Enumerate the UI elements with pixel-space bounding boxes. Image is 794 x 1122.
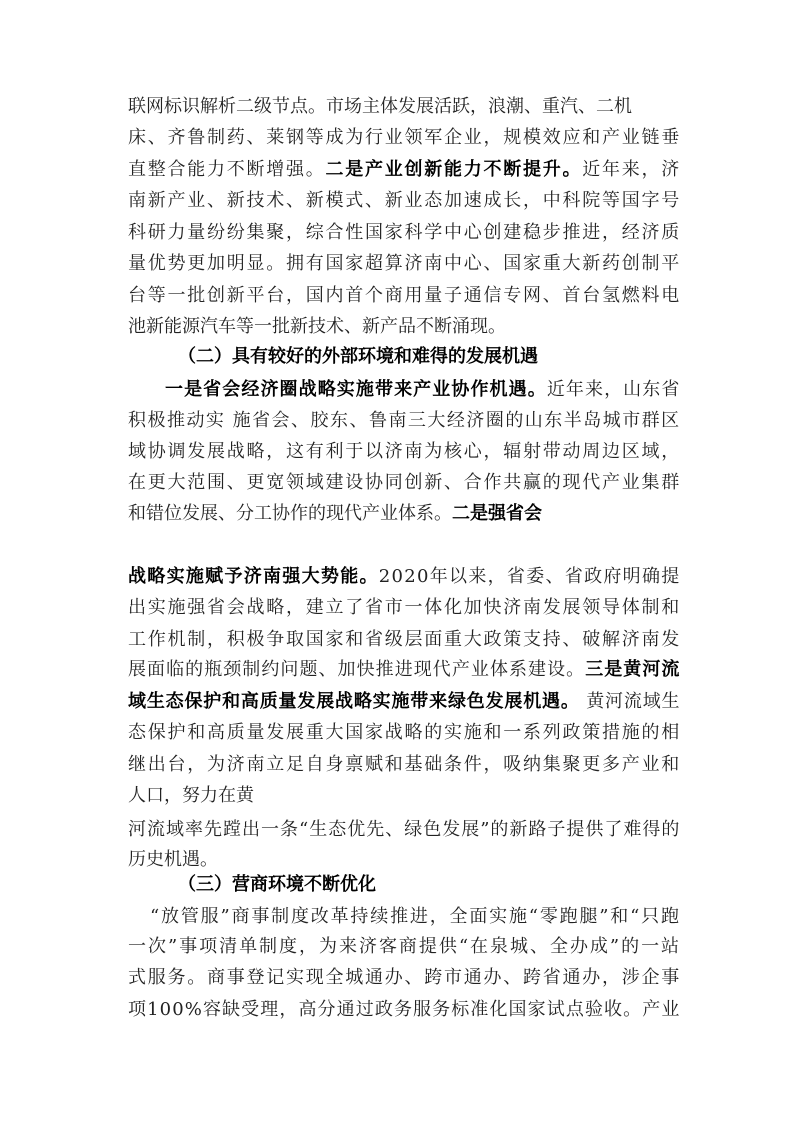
body-text: 一次”事项清单制度，为来济客商提供“在泉城、全办成”的一站 <box>128 936 682 957</box>
body-text: 在更大范围、更宽领域建设协同创新、合作共赢的现代产业集群 <box>128 472 681 493</box>
body-text: 近年来，山东省 <box>546 379 681 400</box>
body-text: 床、齐鲁制药、莱钢等成为行业领军企业，规模效应和产业链垂 <box>128 127 681 148</box>
body-text: 和错位发展、分工协作的现代产业体系。 <box>128 503 452 524</box>
body-text: 积极推动实 施省会、胶东、鲁南三大经济圈的山东半岛城市群区 <box>128 410 681 431</box>
text-line <box>128 94 680 120</box>
text-line <box>165 377 680 403</box>
body-text: 直整合能力不断增强。 <box>128 159 326 180</box>
text-line <box>128 627 680 653</box>
text-line <box>128 283 680 309</box>
body-text: 2020年以来，省委、省政府明确提 <box>378 566 681 587</box>
text-line <box>128 783 680 809</box>
bold-text: 一是省会经济圈战略实施带来产业协作机遇。 <box>165 379 547 400</box>
text-line <box>128 720 680 746</box>
body-text: 出实施强省会战略，建立了省市一体化加快济南发展领导体制和 <box>128 597 681 618</box>
text-line <box>128 657 680 683</box>
text-line <box>128 125 680 151</box>
body-text: 项100%容缺受理，高分通过政务服务标准化国家试点验收。产业 <box>128 999 681 1020</box>
text-line <box>128 595 680 621</box>
bold-text: （二）具有较好的外部环境和难得的发展机遇 <box>178 346 538 367</box>
bold-text: 战略实施赋予济南强大势能。 <box>128 566 379 587</box>
body-text: 态保护和高质量发展重大国家战略的实施和一系列政策措施的相 <box>128 722 681 743</box>
body-text: 式服务。商事登记实现全城通办、跨市通办、跨省通办，涉企事 <box>128 967 681 988</box>
text-line <box>128 997 680 1023</box>
bold-text: 域生态保护和高质量发展战略实施带来绿色发展机遇。 <box>128 691 580 712</box>
section-heading <box>178 872 680 898</box>
text-line <box>128 251 680 277</box>
section-heading <box>178 344 680 370</box>
text-line <box>128 847 680 873</box>
bold-text: 二是产业创新能力不断提升。 <box>325 159 583 180</box>
bold-text: （三）营商环境不断优化 <box>178 874 376 895</box>
bold-text: 二是强省会 <box>452 503 542 524</box>
body-text: 黄河流域生 <box>579 691 681 712</box>
text-line <box>128 817 680 843</box>
text-line <box>150 904 680 930</box>
text-line <box>128 564 680 590</box>
text-line <box>128 752 680 778</box>
body-text: 台等一批创新平台，国内首个商用量子通信专网、首台氢燃料电 <box>128 285 681 306</box>
body-text: 池新能源汽车等一批新技术、新产品不断涌现。 <box>128 316 506 337</box>
bold-text: 三是黄河流 <box>585 659 681 680</box>
text-line <box>128 157 680 183</box>
body-text: 展面临的瓶颈制约问题、加快推进现代产业体系建设。 <box>128 659 586 680</box>
body-text: “放管服”商事制度改革持续推进，全面实施“零跑腿”和“只跑 <box>150 906 681 927</box>
body-text: 历史机遇。 <box>128 849 218 870</box>
body-text: 人口，努力在黄 <box>128 785 254 806</box>
body-text: 继出台，为济南立足自身禀赋和基础条件，吸纳集聚更多产业和 <box>128 754 681 775</box>
body-text: 工作机制，积极争取国家和省级层面重大政策支持、破解济南发 <box>128 629 681 650</box>
text-line <box>128 314 680 340</box>
body-text: 联网标识解析二级节点。市场主体发展活跃，浪潮、重汽、二机 <box>128 96 632 117</box>
text-line <box>128 220 680 246</box>
body-text: 近年来，济 <box>582 159 681 180</box>
body-text: 域协调发展战略，这有利于以济南为核心，辐射带动周边区域， <box>128 441 681 462</box>
body-text: 量优势更加明显。拥有国家超算济南中心、国家重大新药创制平 <box>128 253 681 274</box>
text-line <box>128 689 680 715</box>
text-line <box>128 408 680 434</box>
body-text: 河流域率先蹚出一条“生态优先、绿色发展”的新路子提供了难得的 <box>128 819 681 840</box>
text-line <box>128 965 680 991</box>
text-line <box>128 439 680 465</box>
body-text: 科研力量纷纷集聚，综合性国家科学中心创建稳步推进，经济质 <box>128 222 681 243</box>
text-line <box>128 934 680 960</box>
body-text: 南新产业、新技术、新模式、新业态加速成长，中科院等国字号 <box>128 190 681 211</box>
text-line <box>128 501 680 527</box>
text-line <box>128 188 680 214</box>
text-line <box>128 470 680 496</box>
